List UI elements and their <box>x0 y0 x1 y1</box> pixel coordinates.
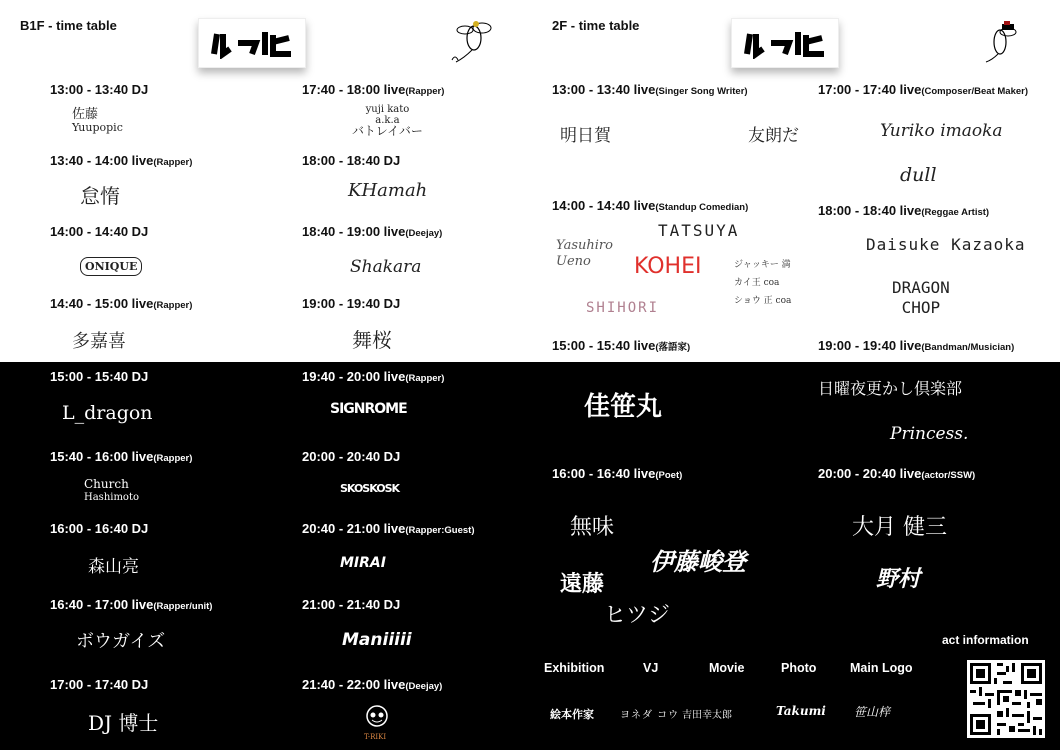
act-signrome: SIGNROME <box>330 401 407 417</box>
b1f-slot-18: 21:40 - 22:00 live(Deejay) <box>302 677 443 692</box>
act-bougaizu: ボウガイズ <box>76 631 166 652</box>
credit-label-exhibition: Exhibition <box>544 661 605 675</box>
b1f-slot-16: 20:40 - 21:00 live(Rapper:Guest) <box>302 521 475 536</box>
b1f-slot-3: 14:00 - 14:40 DJ <box>50 224 149 239</box>
act-yuroda: 友朗だ <box>748 126 799 146</box>
act-nichiyou-club: 日曜夜更かし倶楽部 <box>818 379 963 398</box>
b1f-slot-8: 16:40 - 17:00 live(Rapper/unit) <box>50 597 213 612</box>
act-asuka: 明日賀 <box>560 126 611 146</box>
credit-label-vj: VJ <box>643 661 659 675</box>
act-onique: ONIQUE <box>80 257 142 276</box>
act-princess: Princess. <box>890 424 969 444</box>
b1f-slot-17: 21:00 - 21:40 DJ <box>302 597 401 612</box>
f2-title: 2F - time table <box>552 18 640 33</box>
b1f-slot-12: 18:40 - 19:00 live(Deejay) <box>302 224 443 239</box>
act-mumi: 無味 <box>570 515 615 540</box>
b1f-slot-9: 17:00 - 17:40 DJ <box>50 677 149 692</box>
act-yuji-kato: yuji kato a.k.a バトレイバー <box>352 104 423 138</box>
b1f-slot-1: 13:00 - 13:40 DJ <box>50 82 149 97</box>
credit-photo: Takumi <box>776 704 826 718</box>
f2-slot-6: 18:00 - 18:40 live(Reggae Artist) <box>818 203 990 218</box>
credit-exhibition: 絵本作家 <box>550 708 594 721</box>
act-dull: dull <box>900 164 937 186</box>
credit-vj: ヨネダ コウ <box>620 710 680 721</box>
b1f-slot-2: 13:40 - 14:00 live(Rapper) <box>50 153 193 168</box>
f2-slot-5: 17:00 - 17:40 live(Composer/Beat Maker) <box>818 82 1028 97</box>
act-otsuki-kenzo: 大月 健三 <box>852 515 947 540</box>
f2-slot-3: 15:00 - 15:40 live(落語家) <box>552 338 691 353</box>
act-comedy-small: ジャッキー 満 カイ王 coa ショウ 正 coa <box>734 260 792 306</box>
act-information-label: act information <box>942 633 1029 647</box>
act-daisuke-kazaoka: Daisuke Kazaoka <box>866 235 1026 254</box>
b1f-slot-4: 14:40 - 15:00 live(Rapper) <box>50 296 193 311</box>
act-t-riki: T-RIKI <box>364 704 390 741</box>
act-taida: 怠惰 <box>80 184 120 208</box>
credit-main-logo: 笹山梓 <box>854 705 891 719</box>
f2-slot-4: 16:00 - 16:40 live(Poet) <box>552 466 683 481</box>
bee-icon <box>450 18 494 68</box>
act-mirai: MIRAI <box>340 555 386 571</box>
b1f-slot-14: 19:40 - 20:00 live(Rapper) <box>302 369 445 384</box>
act-kohei: KOHEI <box>634 254 702 279</box>
act-skosko: SKOSKOSK <box>340 482 400 495</box>
credit-movie: 吉田幸太郎 <box>682 710 732 721</box>
act-sato-yuupopic: 佐藤 Yuupopic <box>72 107 123 134</box>
hare-no-hi-logo <box>198 18 306 68</box>
act-kasasamaru: 佳笹丸 <box>584 392 663 422</box>
act-moriyama: 森山亮 <box>88 557 139 577</box>
hare-no-hi-logo-2f <box>731 18 839 68</box>
b1f-title: B1F - time table <box>20 18 117 33</box>
qr-code-icon <box>967 660 1045 738</box>
act-l-dragon: L_dragon <box>62 402 153 424</box>
act-yasuhiro: Yasuhiro Ueno <box>556 238 613 269</box>
act-shakara: Shakara <box>350 257 422 277</box>
act-hitsuji: ヒツジ <box>604 603 671 628</box>
act-takaki: 多嘉喜 <box>72 331 126 352</box>
credit-label-movie: Movie <box>709 661 745 675</box>
b1f-slot-13: 19:00 - 19:40 DJ <box>302 296 401 311</box>
act-endo: 遠藤 <box>560 571 605 597</box>
act-church-hashimoto: Church Hashimoto <box>84 477 139 503</box>
bee-icon-2f <box>980 18 1024 68</box>
act-khamah: KHamah <box>348 180 428 201</box>
act-tatsuya: TATSUYA <box>658 221 740 240</box>
b1f-slot-11: 18:00 - 18:40 DJ <box>302 153 401 168</box>
f2-slot-8: 20:00 - 20:40 live(actor/SSW) <box>818 466 976 481</box>
act-ito-shunto: 伊藤峻登 <box>650 547 746 576</box>
b1f-slot-6: 15:40 - 16:00 live(Rapper) <box>50 449 193 464</box>
act-yuriko-imaoka: Yuriko imaoka <box>880 121 1003 141</box>
credit-label-photo: Photo <box>781 661 817 675</box>
f2-slot-2: 14:00 - 14:40 live(Standup Comedian) <box>552 198 749 213</box>
b1f-slot-7: 16:00 - 16:40 DJ <box>50 521 149 536</box>
act-shihori: SHIHORI <box>586 300 660 316</box>
act-dj-hakase: DJ 博士 <box>88 711 159 735</box>
act-mao: 舞桜 <box>352 328 392 352</box>
qr-code[interactable] <box>967 660 1045 738</box>
bottom-section <box>0 362 1060 750</box>
b1f-slot-10: 17:40 - 18:00 live(Rapper) <box>302 82 445 97</box>
t-riki-face-icon <box>364 704 390 732</box>
f2-slot-1: 13:00 - 13:40 live(Singer Song Writer) <box>552 82 748 97</box>
act-maniiiii: Maniiiii <box>342 630 412 650</box>
b1f-slot-5: 15:00 - 15:40 DJ <box>50 369 149 384</box>
f2-slot-7: 19:00 - 19:40 live(Bandman/Musician) <box>818 338 1015 353</box>
b1f-slot-15: 20:00 - 20:40 DJ <box>302 449 401 464</box>
act-nomura: 野村 <box>876 566 921 592</box>
act-dragon-chop: DRAGON CHOP <box>892 278 950 317</box>
credit-label-main-logo: Main Logo <box>850 661 913 675</box>
